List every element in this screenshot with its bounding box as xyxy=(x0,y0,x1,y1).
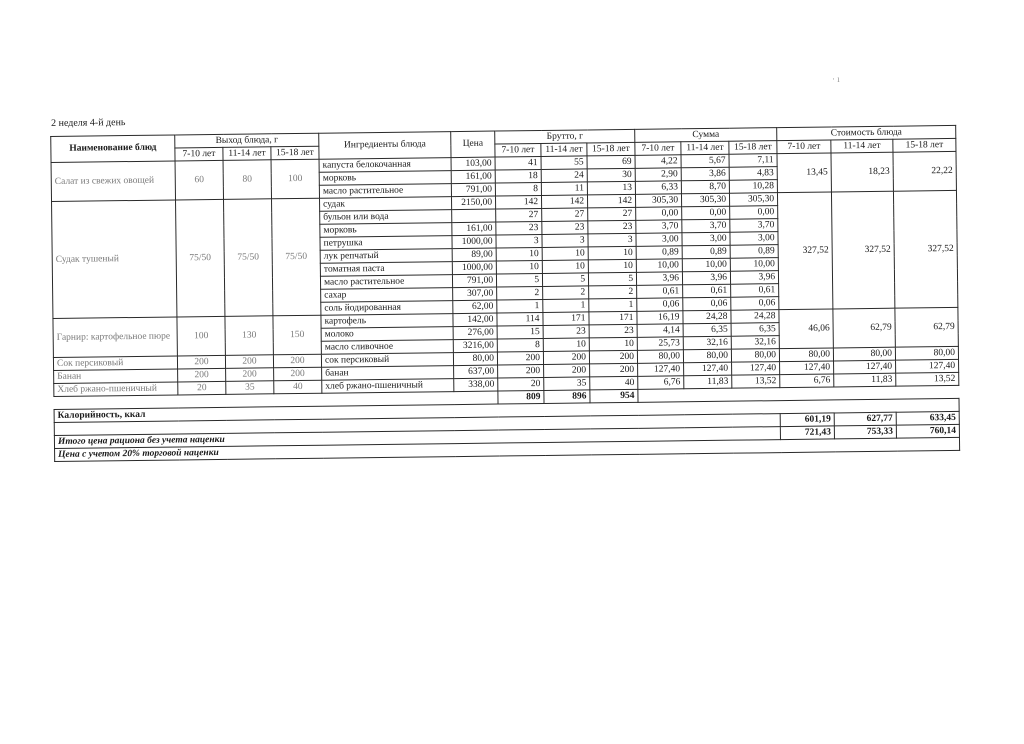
dish-output-cell: 150 xyxy=(273,315,322,355)
brutto-cell: 35 xyxy=(544,377,590,391)
sum-cell: 0,00 xyxy=(636,207,682,221)
sum-cell: 0,89 xyxy=(682,245,730,259)
brutto-cell: 23 xyxy=(588,220,636,234)
ingredient-name: картофель xyxy=(321,314,453,329)
sum-cell: 3,96 xyxy=(682,271,730,285)
dish-output-cell: 80 xyxy=(223,160,271,200)
sum-cell: 0,61 xyxy=(683,284,731,298)
brutto-cell: 142 xyxy=(588,194,636,208)
dish-cost-cell: 22,22 xyxy=(893,151,956,191)
brutto-cell: 27 xyxy=(588,207,636,221)
brutto-cell: 10 xyxy=(496,260,542,274)
document-subtitle: 2 неделя 4-й день xyxy=(50,117,126,129)
ingredient-name: банан xyxy=(322,366,454,381)
header-dish-name: Наименование блюд xyxy=(51,135,175,163)
sum-cell: 4,22 xyxy=(635,155,681,169)
sum-cell: 5,67 xyxy=(681,154,729,168)
menu-table-body xyxy=(51,151,959,396)
dish-cost-cell: 127,40 xyxy=(780,361,834,375)
brutto-cell: 171 xyxy=(543,312,589,326)
ration-total-cell: 601,19 xyxy=(780,413,834,427)
dish-cost-cell: 18,23 xyxy=(831,152,893,192)
ingredient-name: масло растительное xyxy=(320,275,452,290)
ingredient-name: сок персиковый xyxy=(321,353,453,368)
brutto-cell: 2 xyxy=(589,285,637,299)
ingredient-price: 1000,00 xyxy=(452,261,496,275)
markup-price-cell: 753,33 xyxy=(834,425,896,439)
brutto-cell: 5 xyxy=(542,273,588,287)
brutto-cell: 2 xyxy=(497,286,543,300)
price-markup-label: Цена с учетом 20% торговой наценки xyxy=(55,437,960,461)
ingredient-name: морковь xyxy=(319,171,451,186)
ingredient-price: 103,00 xyxy=(451,157,495,171)
brutto-cell: 8 xyxy=(495,183,541,197)
brutto-cell: 27 xyxy=(496,208,542,222)
dish-output-cell: 200 xyxy=(177,355,225,369)
sum-cell: 3,70 xyxy=(636,220,682,234)
header-brutto: Брутто, г xyxy=(495,129,635,144)
sum-cell: 0,06 xyxy=(731,297,779,311)
sum-cell: 0,89 xyxy=(636,246,682,260)
brutto-cell: 11 xyxy=(541,182,587,196)
dish-output-cell: 200 xyxy=(274,367,322,381)
brutto-cell: 8 xyxy=(497,338,543,352)
sum-cell: 24,28 xyxy=(731,310,779,324)
calorie-label: Калорийность, ккал xyxy=(54,398,959,422)
dish-output-cell: 100 xyxy=(271,159,320,199)
ingredient-price: 142,00 xyxy=(453,313,497,327)
header-ingredients: Ингредиенты блюда xyxy=(319,132,451,160)
sum-cell: 4,83 xyxy=(729,167,777,181)
sum-cell: 0,00 xyxy=(730,206,778,220)
sum-cell: 10,28 xyxy=(729,180,777,194)
ingredient-price: 1000,00 xyxy=(452,235,496,249)
brutto-cell: 27 xyxy=(542,208,588,222)
dish-cost-cell: 46,06 xyxy=(779,309,833,349)
ingredient-name: капуста белокочанная xyxy=(319,158,451,173)
brutto-cell: 10 xyxy=(496,247,542,261)
sum-cell: 6,33 xyxy=(635,181,681,195)
sum-cell: 8,70 xyxy=(681,180,729,194)
sum-cell: 127,40 xyxy=(638,363,684,377)
brutto-cell: 41 xyxy=(495,157,541,171)
dish-output-cell: 75/50 xyxy=(176,199,225,317)
dish-output-cell: 75/50 xyxy=(224,199,273,317)
ingredient-price: 307,00 xyxy=(453,287,497,301)
brutto-cell: 13 xyxy=(587,181,635,195)
brutto-cell: 10 xyxy=(542,260,588,274)
dish-output-cell: 200 xyxy=(225,355,273,369)
age-header: 11-14 лет xyxy=(223,147,271,161)
age-header: 15-18 лет xyxy=(893,138,956,152)
dish-cost-cell: 62,79 xyxy=(833,308,895,348)
brutto-cell: 10 xyxy=(588,259,636,273)
brutto-cell: 23 xyxy=(589,324,637,338)
menu-cost-table xyxy=(50,125,960,462)
ingredient-price: 89,00 xyxy=(452,248,496,262)
sum-cell: 3,86 xyxy=(681,167,729,181)
ingredient-name: лук репчатый xyxy=(320,249,452,264)
brutto-cell: 171 xyxy=(589,311,637,325)
ingredient-price: 791,00 xyxy=(451,183,495,197)
header-sum: Сумма xyxy=(635,128,777,143)
header-cost: Стоимость блюда xyxy=(777,125,956,140)
sum-cell: 10,00 xyxy=(682,258,730,272)
brutto-cell: 5 xyxy=(496,273,542,287)
ingredient-name: морковь xyxy=(320,223,452,238)
sum-cell: 13,52 xyxy=(732,375,780,389)
sum-cell: 16,19 xyxy=(637,311,683,325)
brutto-cell: 40 xyxy=(590,376,638,390)
brutto-cell: 200 xyxy=(589,350,637,364)
brutto-cell: 55 xyxy=(541,156,587,170)
total-no-markup-label: Итого цена рациона без учета наценки xyxy=(54,427,780,449)
ingredient-price: 80,00 xyxy=(453,352,497,366)
ingredient-name: сахар xyxy=(321,288,453,303)
dish-output-cell: 20 xyxy=(178,381,226,395)
markup-price-cell: 721,43 xyxy=(780,426,834,440)
brutto-cell: 10 xyxy=(542,247,588,261)
sum-cell: 305,30 xyxy=(682,193,730,207)
dish-name: Хлеб ржано-пшеничный xyxy=(54,382,178,397)
markup-price-cell: 760,14 xyxy=(896,424,959,438)
brutto-cell: 142 xyxy=(542,195,588,209)
ingredient-name: молоко xyxy=(321,327,453,342)
dish-cost-cell: 80,00 xyxy=(779,348,833,362)
brutto-cell: 2 xyxy=(543,286,589,300)
sum-cell: 3,96 xyxy=(636,272,682,286)
brutto-total-cell: 896 xyxy=(544,390,590,404)
ingredient-price: 338,00 xyxy=(454,378,498,392)
dish-cost-cell: 62,79 xyxy=(895,307,958,347)
brutto-cell: 23 xyxy=(542,221,588,235)
ration-total-cell: 633,45 xyxy=(896,411,959,425)
dish-output-cell: 200 xyxy=(226,368,274,382)
age-header: 7-10 лет xyxy=(777,140,831,154)
dish-cost-cell: 327,52 xyxy=(778,192,833,310)
brutto-cell: 23 xyxy=(496,221,542,235)
ingredient-name: судак xyxy=(320,197,452,212)
brutto-cell: 114 xyxy=(497,312,543,326)
sum-cell: 24,28 xyxy=(683,310,731,324)
sum-cell: 4,14 xyxy=(637,324,683,338)
ingredient-name: бульон или вода xyxy=(320,210,452,225)
header-price: Цена xyxy=(451,131,495,158)
brutto-total-cell: 809 xyxy=(498,390,544,404)
dish-cost-cell: 127,40 xyxy=(834,360,896,374)
sum-cell: 3,96 xyxy=(730,271,778,285)
sum-cell: 6,35 xyxy=(683,323,731,337)
ingredient-price: 276,00 xyxy=(453,326,497,340)
page-marks: · ı xyxy=(832,74,840,84)
ingredient-price: 2150,00 xyxy=(452,196,496,210)
ingredient-price: 3216,00 xyxy=(453,339,497,353)
dish-name: Гарнир: картофельное пюре xyxy=(53,317,177,358)
dish-output-cell: 40 xyxy=(274,380,322,394)
dish-cost-cell: 13,52 xyxy=(896,372,959,386)
sum-cell: 0,61 xyxy=(731,284,779,298)
dish-output-cell: 75/50 xyxy=(272,198,321,316)
age-header: 7-10 лет xyxy=(635,142,681,156)
brutto-cell: 142 xyxy=(496,196,542,210)
brutto-cell: 1 xyxy=(589,298,637,312)
brutto-cell: 10 xyxy=(589,337,637,351)
dish-cost-cell: 11,83 xyxy=(834,373,896,387)
sum-cell: 127,40 xyxy=(732,362,780,376)
brutto-cell: 10 xyxy=(543,338,589,352)
sum-cell: 80,00 xyxy=(731,349,779,363)
age-header: 15-18 лет xyxy=(729,141,777,155)
ingredient-name: масло растительное xyxy=(319,184,451,199)
dish-name: Судак тушеный xyxy=(52,200,177,319)
dish-cost-cell: 6,76 xyxy=(780,374,834,388)
brutto-total-cell: 954 xyxy=(590,389,638,403)
dish-output-cell: 35 xyxy=(226,381,274,395)
age-header: 7-10 лет xyxy=(495,144,541,158)
sum-cell: 7,11 xyxy=(729,154,777,168)
ingredient-price: 62,00 xyxy=(453,300,497,314)
ingredient-price: 161,00 xyxy=(452,222,496,236)
dish-cost-cell: 80,00 xyxy=(895,346,958,360)
brutto-cell: 1 xyxy=(497,299,543,313)
ingredient-name: петрушка xyxy=(320,236,452,251)
brutto-cell: 24 xyxy=(541,169,587,183)
brutto-cell: 20 xyxy=(498,377,544,391)
sum-cell: 25,73 xyxy=(637,337,683,351)
sum-cell: 3,70 xyxy=(730,219,778,233)
brutto-cell: 30 xyxy=(587,168,635,182)
brutto-cell: 3 xyxy=(496,234,542,248)
age-header: 15-18 лет xyxy=(271,146,319,160)
sum-cell: 0,06 xyxy=(683,297,731,311)
sum-cell: 3,70 xyxy=(682,219,730,233)
ingredient-price: 161,00 xyxy=(451,170,495,184)
brutto-cell: 10 xyxy=(588,246,636,260)
sum-cell: 32,16 xyxy=(731,336,779,350)
ingredient-name: масло сливочное xyxy=(321,340,453,355)
sum-cell: 127,40 xyxy=(684,362,732,376)
brutto-cell: 200 xyxy=(590,363,638,377)
brutto-cell: 18 xyxy=(495,170,541,184)
brutto-cell: 69 xyxy=(587,155,635,169)
menu-document xyxy=(50,107,964,462)
sum-cell: 0,06 xyxy=(637,298,683,312)
ingredient-price: 791,00 xyxy=(452,274,496,288)
brutto-cell: 200 xyxy=(544,364,590,378)
sum-cell: 0,61 xyxy=(637,285,683,299)
ingredient-name: хлеб ржано-пшеничный xyxy=(322,379,454,394)
sum-cell: 6,35 xyxy=(731,323,779,337)
sum-cell: 0,89 xyxy=(730,245,778,259)
sum-cell: 10,00 xyxy=(636,259,682,273)
ration-total-cell: 627,77 xyxy=(834,412,896,426)
brutto-cell: 200 xyxy=(498,364,544,378)
sum-cell: 3,00 xyxy=(636,233,682,247)
sum-cell: 305,30 xyxy=(636,194,682,208)
brutto-cell: 1 xyxy=(543,299,589,313)
dish-cost-cell: 13,45 xyxy=(777,153,831,193)
sum-cell: 10,00 xyxy=(730,258,778,272)
brutto-cell: 200 xyxy=(543,351,589,365)
sum-cell: 3,00 xyxy=(730,232,778,246)
dish-output-cell: 200 xyxy=(178,368,226,382)
brutto-cell: 3 xyxy=(588,233,636,247)
brutto-cell: 3 xyxy=(542,234,588,248)
age-header: 11-14 лет xyxy=(831,139,893,153)
ingredient-name: томатная паста xyxy=(320,262,452,277)
dish-output-cell: 60 xyxy=(175,160,223,200)
age-header: 11-14 лет xyxy=(681,141,729,155)
dish-name: Банан xyxy=(54,369,178,384)
brutto-cell: 15 xyxy=(497,325,543,339)
age-header: 11-14 лет xyxy=(541,143,587,157)
dish-cost-cell: 127,40 xyxy=(896,359,959,373)
age-header: 15-18 лет xyxy=(587,142,635,156)
dish-cost-cell: 327,52 xyxy=(832,191,895,309)
ingredient-price: 637,00 xyxy=(454,365,498,379)
header-output: Выход блюда, г xyxy=(175,133,319,148)
dish-output-cell: 200 xyxy=(273,354,321,368)
sum-cell: 3,00 xyxy=(682,232,730,246)
dish-name: Сок персиковый xyxy=(53,356,177,371)
sum-cell: 11,83 xyxy=(684,375,732,389)
sum-cell: 2,90 xyxy=(635,168,681,182)
dish-output-cell: 130 xyxy=(225,316,273,356)
brutto-cell: 5 xyxy=(588,272,636,286)
sum-cell: 80,00 xyxy=(637,350,683,364)
dish-output-cell: 100 xyxy=(177,316,225,356)
dish-name: Салат из свежих овощей xyxy=(51,161,175,202)
sum-cell: 6,76 xyxy=(638,376,684,390)
sum-cell: 80,00 xyxy=(683,349,731,363)
dish-cost-cell: 327,52 xyxy=(894,190,958,308)
sum-cell: 305,30 xyxy=(730,193,778,207)
ingredient-name: соль йодированная xyxy=(321,301,453,316)
sum-cell: 32,16 xyxy=(683,336,731,350)
ingredient-price xyxy=(452,209,496,223)
brutto-cell: 200 xyxy=(497,351,543,365)
age-header: 7-10 лет xyxy=(175,147,223,161)
brutto-cell: 23 xyxy=(543,325,589,339)
dish-cost-cell: 80,00 xyxy=(833,347,895,361)
sum-cell: 0,00 xyxy=(682,206,730,220)
